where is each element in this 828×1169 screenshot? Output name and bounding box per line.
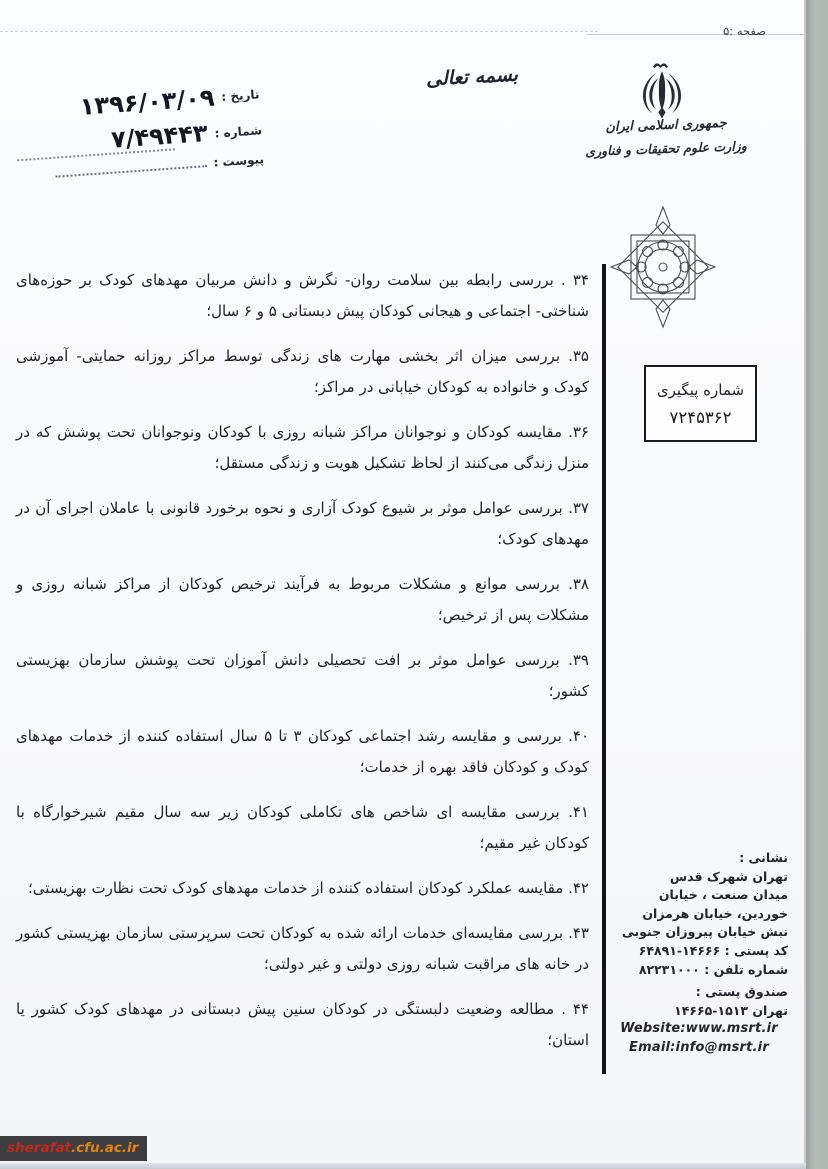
item-number: ۴۳.	[568, 924, 589, 942]
list-item	[16, 493, 589, 555]
address-line: تهران شهرک قدس	[669, 868, 788, 884]
phone-line: شماره تلفن : ۸۲۲۳۱۰۰۰	[638, 961, 788, 977]
po-box-line: تهران ۱۵۱۳-۱۴۶۶۵	[674, 1002, 788, 1018]
item-text: بررسی عوامل موثر بر افت تحصیلی دانش آموزان تحت پوشش سازمان بهزیستی کشور؛	[16, 651, 589, 700]
vertical-divider-rule	[602, 264, 606, 1074]
date-label: تاریخ :	[220, 87, 260, 105]
item-text: بررسی رابطه بین سلامت روان- نگرش و دانش مربیان مهدهای کودک بر حوزه‌های شناختی- اجتماعی و هیجانی کودکان پیش دبستانی ۵ و ۶ سال؛	[16, 271, 589, 320]
dotted-fill-line	[55, 158, 207, 178]
item-text: بررسی مقایسه‌ای خدمات ارائه شده به کودکان تحت سرپرستی سازمان بهزیستی کشور در خانه های مراقبت شبانه روزی دولتی و غیر دولتی؛	[16, 924, 589, 973]
item-text: بررسی میزان اثر بخشی مهارت های زندگی توسط مراکز روزانه حمایتی- آموزشی کودک و خانواده به کودکان خیابانی در مراکز؛	[16, 347, 589, 396]
number-label: شماره :	[214, 122, 263, 141]
scan-bottom-edge	[0, 1163, 806, 1169]
date-value: ۱۳۹۶/۰۳/۰۹	[79, 83, 216, 121]
item-text: بررسی موانع و مشکلات مربوط به فرآیند ترخیص کودکان از مراکز شبانه روزی و مشکلات پس از ترخیص؛	[16, 575, 589, 624]
watermark-site-name: sherafat	[7, 1140, 72, 1156]
item-text: بررسی و مقایسه رشد اجتماعی کودکان ۳ تا ۵ سال استفاده کننده از خدمات مهدهای کودک و کودکان فاقد بهره از خدمات؛	[16, 727, 589, 776]
republic-title: جمهوری اسلامی ایران	[605, 115, 727, 136]
research-topics-list	[16, 265, 589, 1070]
item-number: ۴۰.	[568, 727, 590, 745]
email-line: Email:info@msrt.ir	[629, 1039, 769, 1055]
item-number: ۴۲.	[568, 879, 589, 897]
list-item	[16, 797, 589, 859]
watermark-site-domain: .cfu.ac.ir	[71, 1140, 139, 1156]
tracking-number-label: شماره پیگیری	[656, 380, 745, 399]
list-item	[16, 994, 589, 1056]
letter-meta-block	[7, 81, 265, 192]
item-text: مطالعه وضعیت دلبستگی در کودکان سنین پیش دبستانی در مهدهای کودک کشور یا استان؛	[16, 1000, 589, 1049]
item-number: ۴۴ .	[561, 1000, 589, 1018]
ministry-letterhead	[582, 115, 750, 159]
list-item	[16, 569, 589, 631]
item-text: مقایسه کودکان و نوجوانان مراکز شبانه روزی با کودکان ونوجوانان تحت پوشش که در منزل زندگی می‌کنند از لحاظ تشکیل هویت و زندگی مستقل؛	[16, 423, 589, 472]
list-item	[16, 721, 589, 783]
scan-line	[586, 34, 804, 35]
item-number: ۳۶.	[568, 423, 589, 441]
item-number: ۳۹.	[568, 651, 589, 669]
ministry-title: وزارت علوم تحقیقات و فناوری	[585, 138, 747, 159]
attachment-label: پیوست :	[213, 151, 265, 170]
tracking-number-value: ۷۲۴۵۳۶۲	[669, 407, 732, 427]
tracking-number-box	[644, 365, 757, 442]
list-item	[16, 417, 589, 479]
item-number: ۳۸.	[568, 575, 589, 593]
item-number: ۳۷.	[568, 499, 589, 517]
item-number: ۴۱.	[568, 803, 589, 821]
item-number: ۳۴ .	[560, 271, 589, 289]
address-line: نشانی :	[739, 850, 788, 865]
star-ornament-icon	[604, 204, 722, 334]
perforation-line	[0, 31, 598, 32]
site-watermark	[0, 1136, 147, 1161]
list-item	[16, 645, 589, 707]
item-text: بررسی عوامل موثر بر شیوع کودک آزاری و نحوه برخورد قانونی با عاملان اجرای آن در مهدهای کودک؛	[16, 499, 589, 548]
bismillah-calligraphy: بسمه تعالی	[425, 63, 519, 91]
list-item	[16, 918, 589, 980]
ministry-address-block	[610, 849, 788, 1058]
number-value: ۷/۴۹۴۴۳	[110, 119, 209, 155]
website-line: Website:www.msrt.ir	[620, 1021, 778, 1037]
po-box-label: صندوق پستی :	[695, 984, 788, 1000]
list-item	[16, 873, 589, 904]
list-item	[16, 265, 589, 327]
item-text: بررسی مقایسه ای شاخص های تکاملی کودکان زیر سه سال مقیم شیرخوارگاه با کودکان غیر مقیم؛	[16, 803, 589, 852]
page-number-label: صفحه :۵	[723, 24, 766, 38]
postal-code-line: کد پستی : ۱۴۶۶۶-۶۴۸۹۱	[638, 942, 788, 958]
list-item	[16, 341, 589, 403]
item-number: ۳۵.	[568, 347, 589, 365]
scan-right-edge	[806, 0, 828, 1169]
address-line: نبش خیابان پیروزان جنوبی	[621, 924, 788, 940]
address-line: میدان صنعت ، خیابان	[658, 887, 788, 903]
iran-emblem-icon	[631, 58, 693, 124]
address-line: خوردین، خیابان هرمزان	[642, 905, 788, 921]
item-text: مقایسه عملکرد کودکان استفاده کننده از خدمات مهدهای کودک تحت نظارت بهزیستی؛	[28, 879, 564, 897]
